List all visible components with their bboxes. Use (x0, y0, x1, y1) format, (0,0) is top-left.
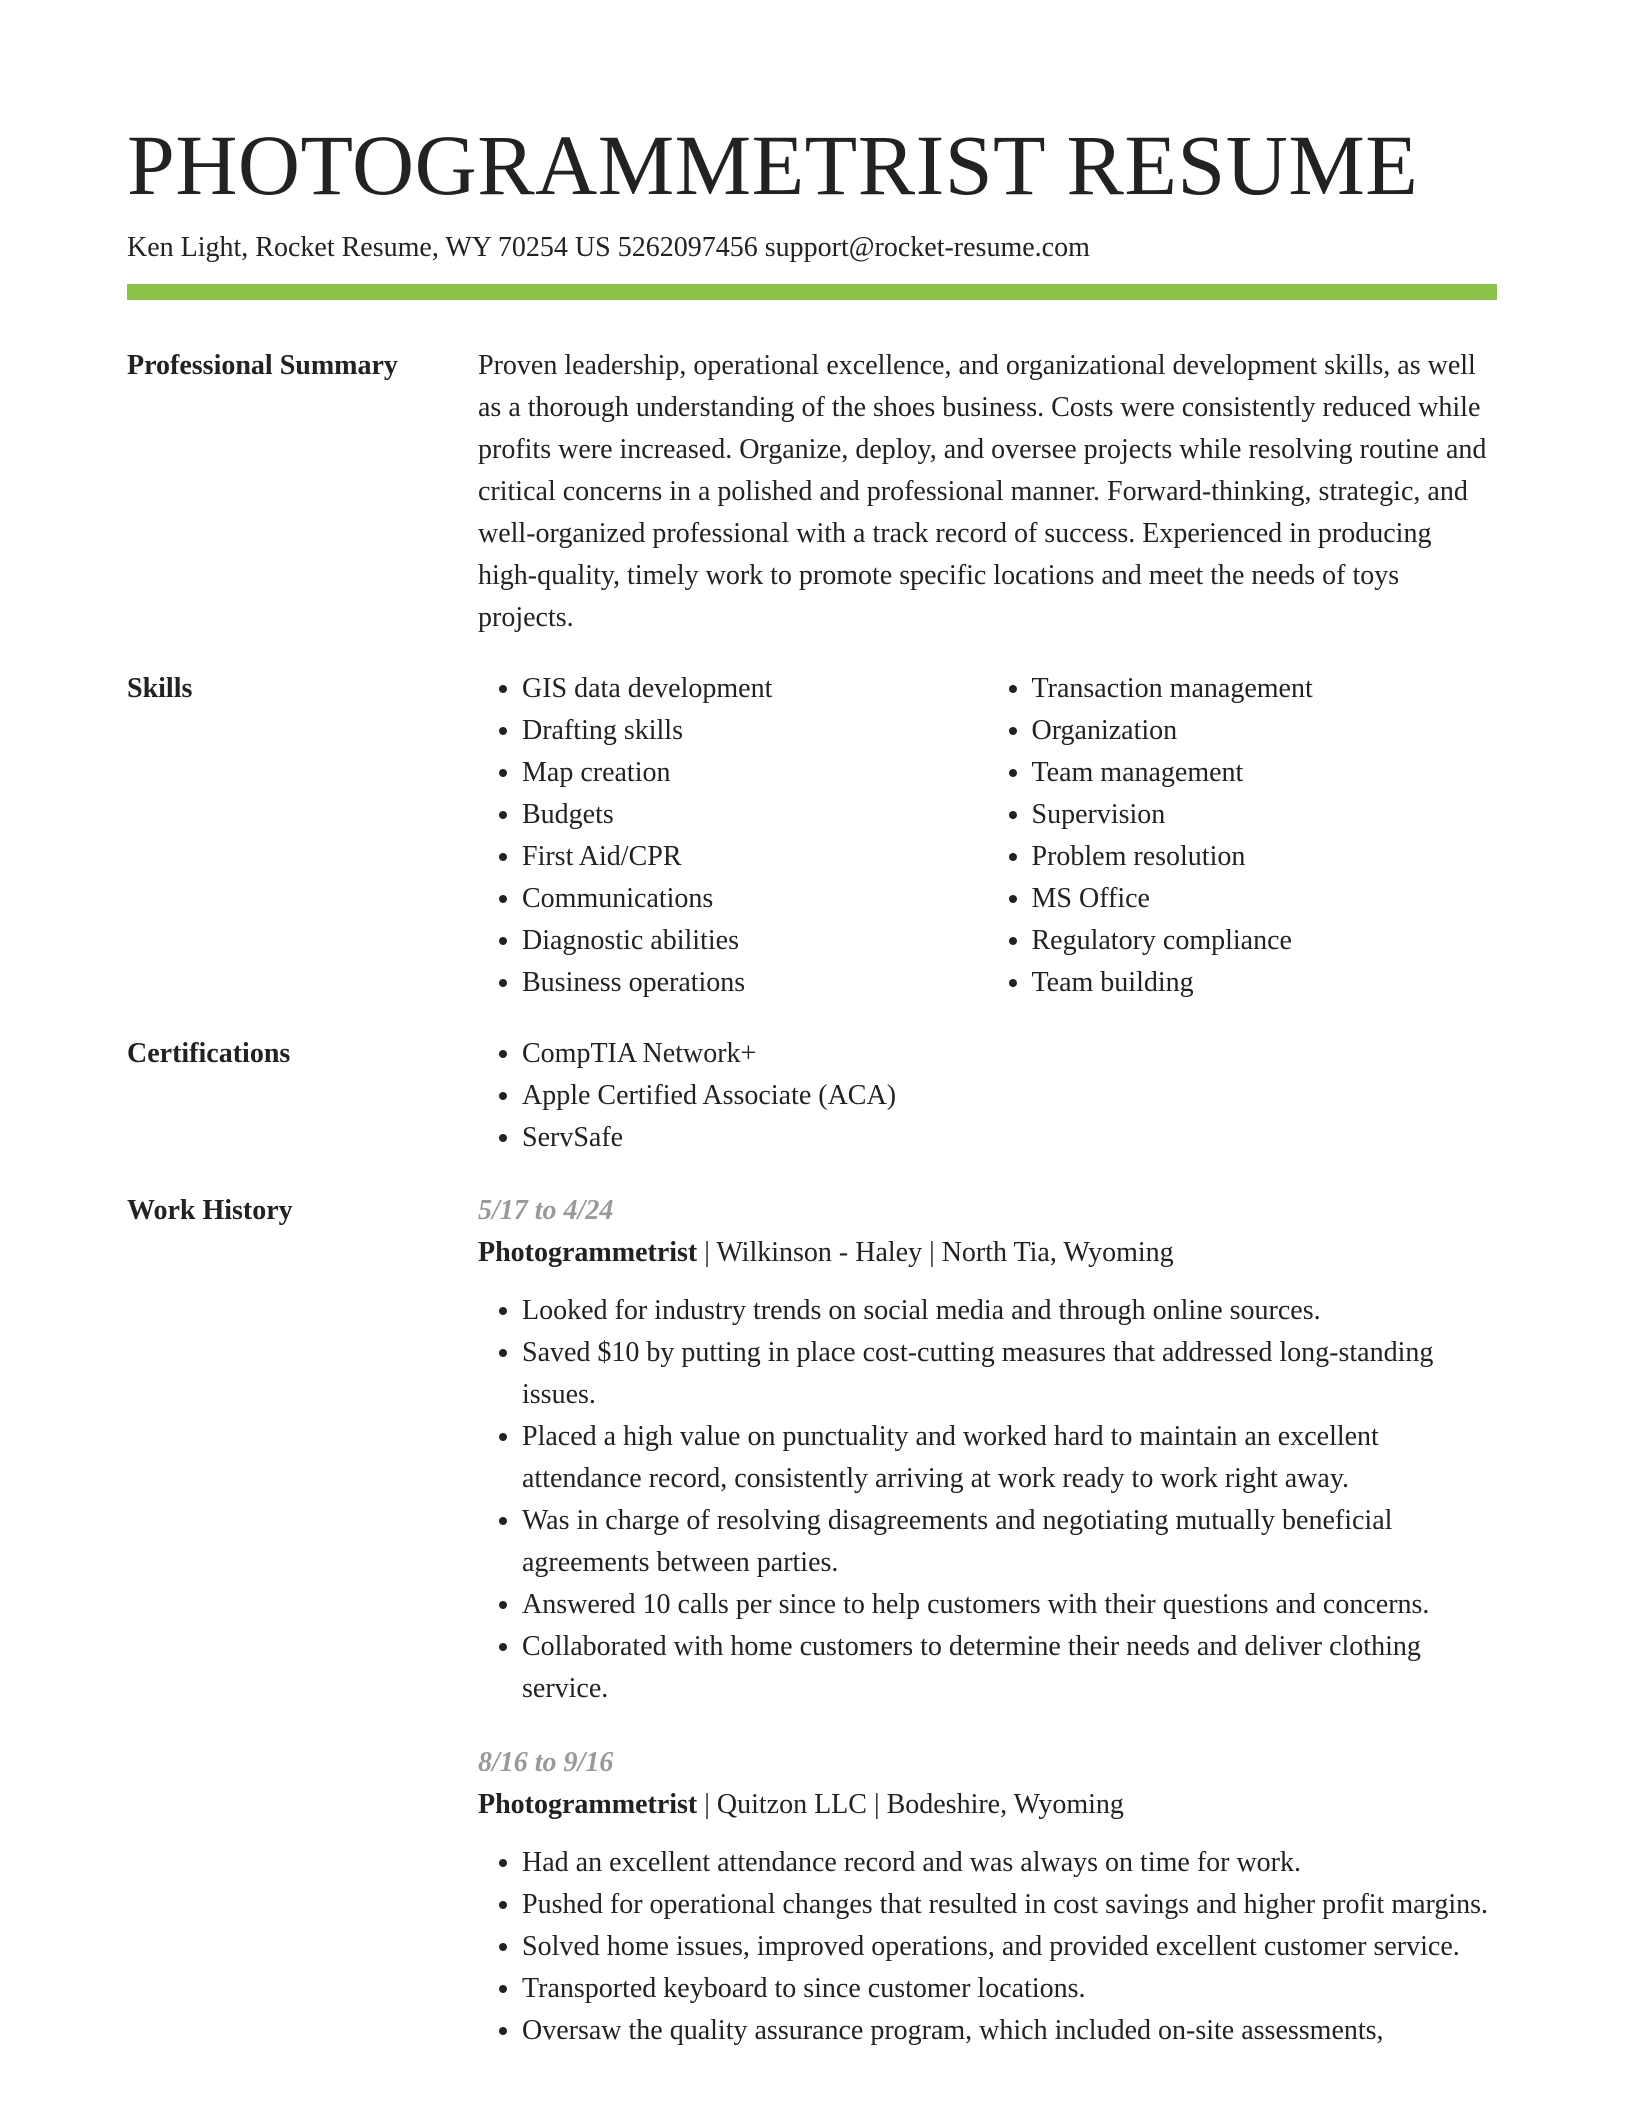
certifications-heading: Certifications (127, 1038, 291, 1069)
job-title: Photogrammetrist (478, 1237, 698, 1268)
certification-item: • CompTIA Network+ (522, 1033, 1497, 1075)
job-bullets (478, 1290, 1497, 1710)
summary-text: Proven leadership, operational excellence, and organizational development skills, as well as a thorough understanding of the shoes business. Costs were consistently reduced while profits were increased. Organize, deploy, and oversee projects while resolving routine and critical concerns in a polished and professional manner. Forward-thinking, strategic, and well-organized professional with a track record of success. Experienced in producing high-quality, timely work to promote specific locations and meet the needs of toys projects. (478, 350, 1487, 633)
summary-body (478, 345, 1497, 639)
work-history-body (478, 1190, 1497, 2052)
skill-item: • Map creation (522, 752, 988, 794)
job-entry (478, 1190, 1497, 1710)
skill-item: • Drafting skills (522, 710, 988, 752)
job-dates: 8/16 to 9/16 (478, 1747, 614, 1778)
certification-item: • Apple Certified Associate (ACA) (522, 1075, 1497, 1117)
skill-item: • First Aid/CPR (522, 836, 988, 878)
skills-list-right (988, 668, 1498, 1004)
resume-title: PHOTOGRAMMETRIST RESUME (127, 117, 1419, 213)
job-bullet: • Solved home issues, improved operations, and provided excellent customer service. (522, 1926, 1497, 1968)
job-details: | Quitzon LLC | Bodeshire, Wyoming (697, 1789, 1124, 1820)
skill-item: • Team management (1032, 752, 1498, 794)
skill-item: • Regulatory compliance (1032, 920, 1498, 962)
job-bullet: • Was in charge of resolving disagreements and negotiating mutually beneficial agreements between parties. (522, 1500, 1497, 1584)
job-bullet: • Had an excellent attendance record and was always on time for work. (522, 1842, 1497, 1884)
job-bullet: • Saved $10 by putting in place cost-cutting measures that addressed long-standing issues. (522, 1332, 1497, 1416)
skill-item: • Team building (1032, 962, 1498, 1004)
header-divider (127, 284, 1497, 300)
job-bullet: • Collaborated with home customers to determine their needs and deliver clothing service. (522, 1626, 1497, 1710)
skills-heading: Skills (127, 673, 193, 704)
work-history-heading: Work History (127, 1195, 293, 1226)
skill-item: • Supervision (1032, 794, 1498, 836)
skill-item: • Problem resolution (1032, 836, 1498, 878)
job-header (478, 1784, 1497, 1826)
skills-list-left (478, 668, 988, 1004)
skill-item: • Diagnostic abilities (522, 920, 988, 962)
job-bullet: • Oversaw the quality assurance program, which included on-site assessments, (522, 2010, 1497, 2052)
skill-item: • Transaction management (1032, 668, 1498, 710)
job-title: Photogrammetrist (478, 1789, 698, 1820)
certifications-list (478, 1033, 1497, 1159)
skill-item: • Organization (1032, 710, 1498, 752)
job-bullets (478, 1842, 1497, 2052)
skill-item: • Budgets (522, 794, 988, 836)
job-bullet: • Placed a high value on punctuality and worked hard to maintain an excellent attendance record, consistently arriving at work ready to work right away. (522, 1416, 1497, 1500)
job-bullet: • Answered 10 calls per since to help customers with their questions and concerns. (522, 1584, 1497, 1626)
skill-item: • Business operations (522, 962, 988, 1004)
skill-item: • MS Office (1032, 878, 1498, 920)
skills-body (478, 668, 1497, 1004)
job-dates: 5/17 to 4/24 (478, 1195, 614, 1226)
job-header (478, 1232, 1497, 1274)
job-bullet: • Pushed for operational changes that resulted in cost savings and higher profit margins. (522, 1884, 1497, 1926)
job-details: | Wilkinson - Haley | North Tia, Wyoming (697, 1237, 1174, 1268)
certifications-body (478, 1033, 1497, 1159)
job-bullet: • Transported keyboard to since customer locations. (522, 1968, 1497, 2010)
job-entry (478, 1742, 1497, 2052)
summary-heading: Professional Summary (127, 350, 398, 381)
certification-item: • ServSafe (522, 1117, 1497, 1159)
skill-item: • Communications (522, 878, 988, 920)
contact-line: Ken Light, Rocket Resume, WY 70254 US 5262097456 support@rocket-resume.com (127, 232, 1090, 263)
skill-item: • GIS data development (522, 668, 988, 710)
job-bullet: • Looked for industry trends on social media and through online sources. (522, 1290, 1497, 1332)
